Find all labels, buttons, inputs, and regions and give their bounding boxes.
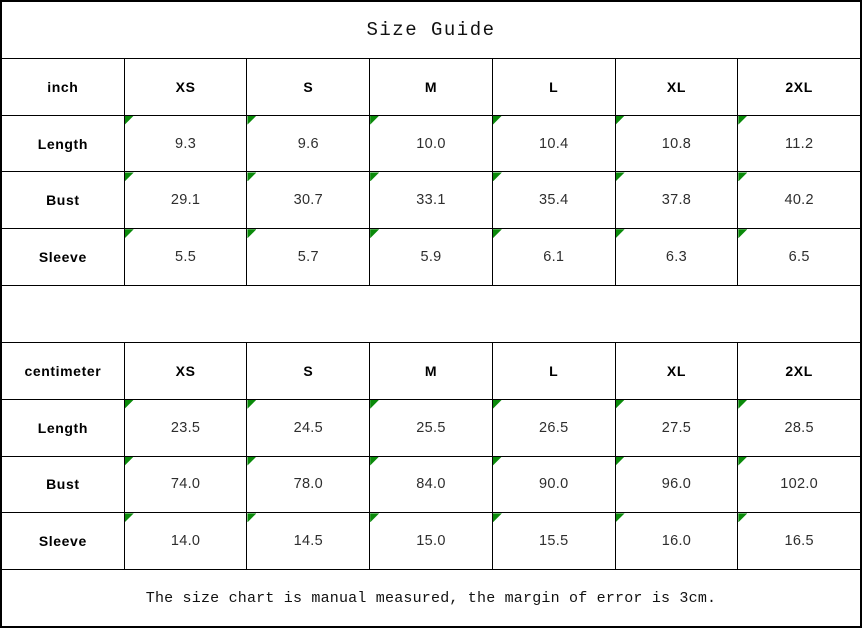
size-header-m: M [370, 343, 493, 399]
corner-marker-icon [493, 400, 502, 409]
size-header-m: M [370, 59, 493, 115]
corner-marker-icon [125, 457, 134, 466]
value-text: 84.0 [416, 476, 446, 493]
value-cell [616, 116, 739, 172]
value-cell [616, 229, 739, 285]
value-text: 10.8 [661, 135, 692, 152]
corner-marker-icon [370, 229, 379, 238]
measure-label: Length [2, 116, 125, 172]
footer-note: The size chart is manual measured, the margin of error is 3cm. [145, 589, 717, 607]
value-cell [370, 513, 493, 569]
corner-marker-icon [738, 172, 747, 181]
size-header-l: L [493, 343, 616, 399]
corner-marker-icon [370, 457, 379, 466]
corner-marker-icon [616, 116, 625, 125]
value-text: 14.5 [293, 533, 323, 550]
centimeter-header-row [2, 343, 860, 400]
value-text: 5.5 [175, 249, 197, 266]
corner-marker-icon [738, 457, 747, 466]
value-text: 35.4 [539, 192, 569, 209]
value-text: 16.0 [661, 533, 692, 550]
value-text: 5.9 [420, 249, 442, 266]
corner-marker-icon [125, 229, 134, 238]
centimeter-length-row [2, 400, 860, 457]
centimeter-bust-row [2, 457, 860, 514]
value-cell [370, 116, 493, 172]
corner-marker-icon [247, 172, 256, 181]
value-cell [125, 513, 248, 569]
value-text: 29.1 [170, 192, 201, 209]
value-cell [370, 457, 493, 513]
table-spacer-row [2, 286, 860, 343]
measure-label: Bust [2, 172, 125, 228]
corner-marker-icon [125, 513, 134, 522]
value-text: 11.2 [784, 135, 814, 152]
inch-length-row [2, 116, 860, 173]
value-text: 78.0 [293, 476, 323, 493]
corner-marker-icon [616, 400, 625, 409]
value-text: 102.0 [780, 476, 819, 493]
size-header-xs: XS [125, 59, 248, 115]
value-cell [493, 513, 616, 569]
value-cell [125, 172, 248, 228]
measure-label: Sleeve [2, 513, 125, 569]
corner-marker-icon [616, 513, 625, 522]
value-text: 9.6 [297, 135, 319, 152]
unit-header-inch: inch [2, 59, 125, 115]
value-cell [493, 400, 616, 456]
value-text: 74.0 [170, 476, 201, 493]
corner-marker-icon [493, 513, 502, 522]
title-row [2, 2, 860, 59]
value-cell [247, 229, 370, 285]
value-text: 14.0 [170, 533, 201, 550]
corner-marker-icon [738, 513, 747, 522]
value-cell [493, 457, 616, 513]
corner-marker-icon [616, 172, 625, 181]
value-text: 6.3 [665, 249, 687, 266]
value-cell [493, 229, 616, 285]
corner-marker-icon [125, 116, 134, 125]
page-title: Size Guide [366, 18, 496, 41]
size-header-xs: XS [125, 343, 248, 399]
value-text: 6.1 [543, 249, 565, 266]
value-cell [738, 513, 860, 569]
value-text: 16.5 [784, 533, 814, 550]
value-text: 28.5 [784, 419, 814, 436]
value-text: 15.0 [416, 533, 446, 550]
corner-marker-icon [247, 229, 256, 238]
corner-marker-icon [247, 116, 256, 125]
value-cell [616, 400, 739, 456]
value-text: 30.7 [293, 192, 323, 209]
corner-marker-icon [247, 400, 256, 409]
measure-label: Bust [2, 457, 125, 513]
value-cell [738, 457, 860, 513]
corner-marker-icon [493, 172, 502, 181]
value-cell [616, 513, 739, 569]
corner-marker-icon [247, 457, 256, 466]
corner-marker-icon [370, 116, 379, 125]
value-text: 10.4 [539, 135, 569, 152]
inch-sleeve-row [2, 229, 860, 286]
size-header-xl: XL [616, 59, 739, 115]
value-cell [370, 400, 493, 456]
size-header-2xl: 2XL [785, 362, 813, 379]
value-text: 27.5 [661, 419, 692, 436]
corner-marker-icon [493, 116, 502, 125]
size-header-s: S [247, 343, 370, 399]
value-text: 6.5 [788, 249, 810, 266]
unit-header-centimeter: centimeter [2, 343, 125, 399]
value-text: 37.8 [661, 192, 692, 209]
size-header-xl: XL [616, 343, 739, 399]
value-cell [247, 172, 370, 228]
value-text: 15.5 [539, 533, 569, 550]
corner-marker-icon [370, 172, 379, 181]
value-cell [370, 172, 493, 228]
inch-header-row [2, 59, 860, 116]
measure-label: Sleeve [2, 229, 125, 285]
value-cell [493, 172, 616, 228]
value-cell [247, 513, 370, 569]
footer-note-row [2, 570, 860, 626]
corner-marker-icon [370, 513, 379, 522]
value-text: 23.5 [170, 419, 201, 436]
value-cell [125, 400, 248, 456]
value-cell [247, 400, 370, 456]
value-text: 96.0 [661, 476, 692, 493]
value-cell [738, 172, 860, 228]
value-text: 33.1 [416, 192, 446, 209]
inch-bust-row [2, 172, 860, 229]
corner-marker-icon [493, 457, 502, 466]
value-cell [247, 457, 370, 513]
value-text: 40.2 [784, 192, 814, 209]
corner-marker-icon [738, 400, 747, 409]
corner-marker-icon [738, 229, 747, 238]
value-cell [370, 229, 493, 285]
corner-marker-icon [370, 400, 379, 409]
corner-marker-icon [247, 513, 256, 522]
value-cell [616, 457, 739, 513]
value-cell [125, 116, 248, 172]
value-cell [738, 400, 860, 456]
value-text: 5.7 [297, 249, 319, 266]
size-header-s: S [247, 59, 370, 115]
value-cell [125, 229, 248, 285]
value-cell [616, 172, 739, 228]
value-cell [125, 457, 248, 513]
corner-marker-icon [125, 400, 134, 409]
corner-marker-icon [493, 229, 502, 238]
value-cell [247, 116, 370, 172]
value-cell [738, 116, 860, 172]
corner-marker-icon [616, 457, 625, 466]
value-text: 25.5 [416, 419, 446, 436]
centimeter-sleeve-row [2, 513, 860, 570]
measure-label: Length [2, 400, 125, 456]
corner-marker-icon [738, 116, 747, 125]
value-text: 24.5 [293, 419, 323, 436]
value-text: 90.0 [539, 476, 569, 493]
value-text: 10.0 [416, 135, 446, 152]
size-header-l: L [493, 59, 616, 115]
corner-marker-icon [616, 229, 625, 238]
corner-marker-icon [125, 172, 134, 181]
size-header-2xl: 2XL [785, 78, 813, 95]
value-text: 26.5 [539, 419, 569, 436]
value-cell [493, 116, 616, 172]
value-cell [738, 229, 860, 285]
value-text: 9.3 [175, 135, 197, 152]
